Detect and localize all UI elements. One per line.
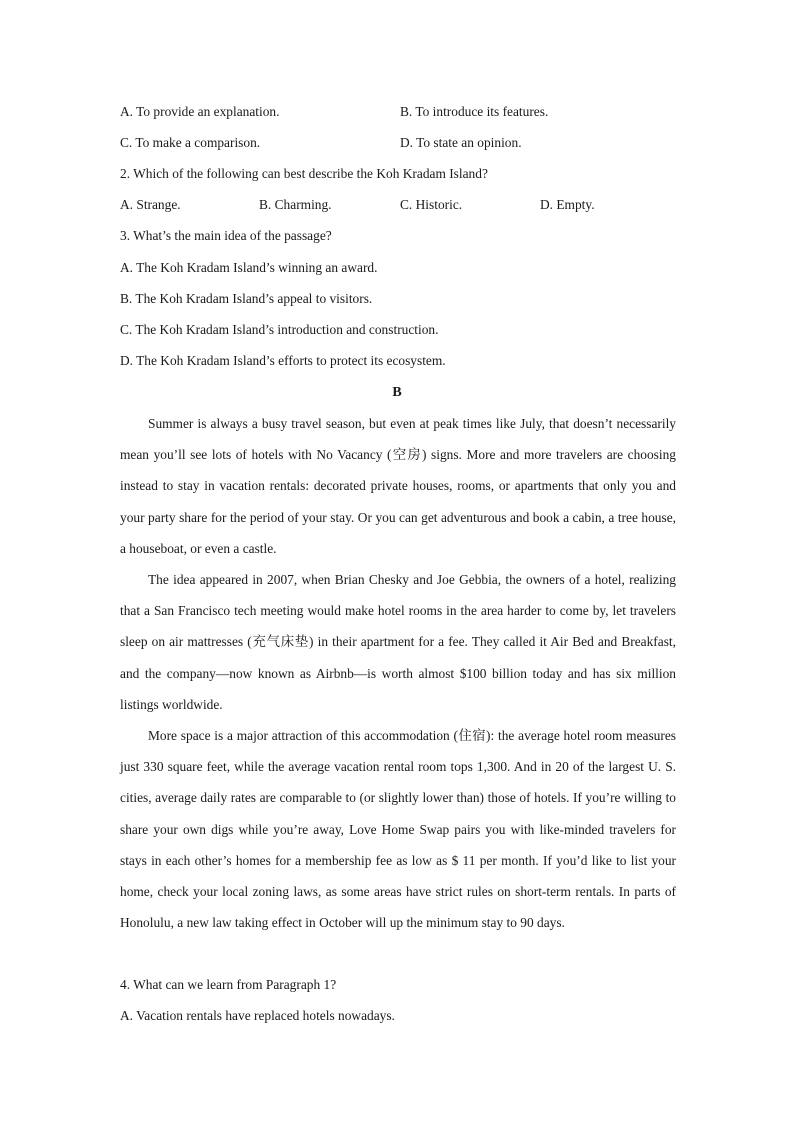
q1-option-a: A. To provide an explanation. xyxy=(120,104,280,119)
q2-option-c: C. Historic. xyxy=(400,197,463,212)
q4-option-a: A. Vacation rentals have replaced hotels nowadays. xyxy=(120,1008,395,1023)
q4-stem: 4. What can we learn from Paragraph 1? xyxy=(120,977,337,992)
q3-option-a: A. The Koh Kradam Island’s winning an award. xyxy=(120,260,378,275)
passage-paragraph-2: The idea appeared in 2007, when Brian Chesky and Joe Gebbia, the owners of a hotel, realizing that a San Francisco tech meeting would make hotel rooms in the area harder to come by, let travelers sleep on air mattresses (充气床垫) in their apartment for a fee. They called it Air Bed and Breakfast, and the company—now known as Airbnb—is worth almost $100 billion today and has six million listings worldwide. xyxy=(120,572,676,712)
q3-option-b: B. The Koh Kradam Island’s appeal to visitors. xyxy=(120,291,373,306)
section-title: B xyxy=(392,385,402,400)
q2-option-b: B. Charming. xyxy=(259,197,332,212)
q1-option-d: D. To state an opinion. xyxy=(400,135,522,150)
q1-option-c: C. To make a comparison. xyxy=(120,135,261,150)
q3-option-d: D. The Koh Kradam Island’s efforts to protect its ecosystem. xyxy=(120,353,446,368)
passage-paragraph-3: More space is a major attraction of this accommodation (住宿): the average hotel room measures just 330 square feet, while the average vacation rental room tops 1,300. And in 20 of the largest U. S. cities, average daily rates are comparable to (or slightly lower than) those of hotels. If you’re willing to share your own digs while you’re away, Love Home Swap pairs you with like-minded travelers for stays in each other’s homes for a membership fee as low as $ 11 per month. If you’d like to list your home, check your local zoning laws, as some areas have strict rules on short-term rentals. In parts of Honolulu, a new law taking effect in October will up the minimum stay to 90 days. xyxy=(120,728,676,931)
passage-paragraph-1: Summer is always a busy travel season, but even at peak times like July, that doesn’t necessarily mean you’ll see lots of hotels with No Vacancy (空房) signs. More and more travelers are choosing instead to stay in vacation rentals: decorated private houses, rooms, or apartments that only you and your party share for the period of your stay. Or you can get adventurous and book a cabin, a tree house, a houseboat, or even a castle. xyxy=(120,416,676,556)
q3-option-c: C. The Koh Kradam Island’s introduction and construction. xyxy=(120,322,439,337)
q1-option-b: B. To introduce its features. xyxy=(400,104,549,119)
q3-stem: 3. What’s the main idea of the passage? xyxy=(120,228,332,243)
q2-option-a: A. Strange. xyxy=(120,197,181,212)
q2-option-d: D. Empty. xyxy=(540,197,595,212)
q2-stem: 2. Which of the following can best describe the Koh Kradam Island? xyxy=(120,166,488,181)
